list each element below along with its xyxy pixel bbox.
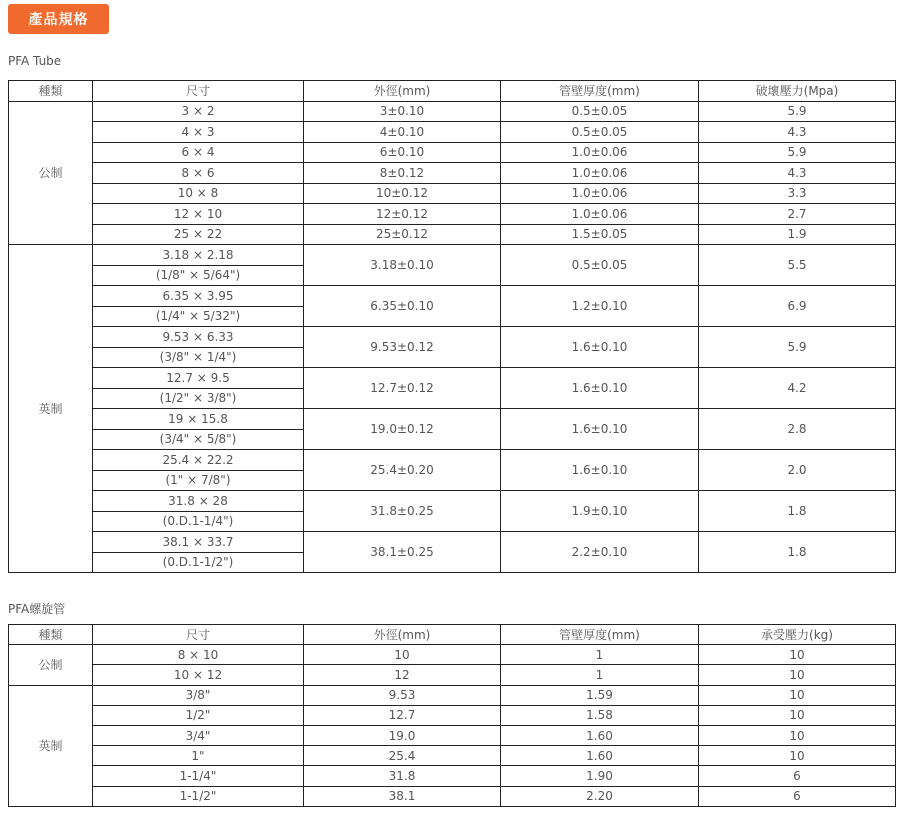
pfa-spiral-spec-table <box>8 624 896 807</box>
size-cell: 12.7 × 9.5 <box>93 368 304 389</box>
pressure-cell: 1.8 <box>699 491 896 532</box>
header-size: 尺寸 <box>93 625 304 645</box>
size-cell: 1" <box>93 746 304 766</box>
table-row <box>9 766 896 786</box>
size-cell: 3/4" <box>93 725 304 745</box>
table-row <box>9 101 896 122</box>
table-row <box>9 286 896 307</box>
size-inch-cell: (0.D.1-1/4") <box>93 511 304 532</box>
wall-cell: 1.6±0.10 <box>501 327 699 368</box>
od-cell: 10 <box>304 645 501 665</box>
wall-cell: 0.5±0.05 <box>501 245 699 286</box>
size-cell: 6 × 4 <box>93 142 304 163</box>
od-cell: 8±0.12 <box>304 163 501 184</box>
pressure-cell: 1.8 <box>699 532 896 573</box>
pressure-cell: 6.9 <box>699 286 896 327</box>
od-cell: 3±0.10 <box>304 101 501 122</box>
table-row <box>9 685 896 705</box>
table-header-row <box>9 81 896 102</box>
wall-cell: 1.2±0.10 <box>501 286 699 327</box>
pressure-cell: 4.3 <box>699 163 896 184</box>
table-row <box>9 183 896 204</box>
size-cell: 3.18 × 2.18 <box>93 245 304 266</box>
od-cell: 4±0.10 <box>304 122 501 143</box>
wall-cell: 2.20 <box>501 786 699 806</box>
pressure-cell: 2.0 <box>699 450 896 491</box>
size-cell: 9.53 × 6.33 <box>93 327 304 348</box>
wall-cell: 1.58 <box>501 705 699 725</box>
od-cell: 38.1 <box>304 786 501 806</box>
od-cell: 10±0.12 <box>304 183 501 204</box>
od-cell: 25.4±0.20 <box>304 450 501 491</box>
size-cell: 1/2" <box>93 705 304 725</box>
table-row <box>9 368 896 389</box>
wall-cell: 1.0±0.06 <box>501 163 699 184</box>
pressure-cell: 2.8 <box>699 409 896 450</box>
od-cell: 31.8±0.25 <box>304 491 501 532</box>
type-imperial-cell: 英制 <box>9 685 93 806</box>
header-type: 種類 <box>9 625 93 645</box>
size-cell: 4 × 3 <box>93 122 304 143</box>
wall-cell: 1 <box>501 645 699 665</box>
pressure-cell: 6 <box>699 766 896 786</box>
od-cell: 12.7 <box>304 705 501 725</box>
od-cell: 6.35±0.10 <box>304 286 501 327</box>
header-wall-thickness: 管壁厚度(mm) <box>501 625 699 645</box>
size-inch-cell: (1" × 7/8") <box>93 470 304 491</box>
od-cell: 19.0 <box>304 725 501 745</box>
wall-cell: 1.0±0.06 <box>501 142 699 163</box>
header-type: 種類 <box>9 81 93 102</box>
pressure-cell: 5.5 <box>699 245 896 286</box>
pfa-tube-spec-table <box>8 80 896 573</box>
size-cell: 10 × 8 <box>93 183 304 204</box>
od-cell: 38.1±0.25 <box>304 532 501 573</box>
pressure-cell: 5.9 <box>699 327 896 368</box>
size-cell: 3 × 2 <box>93 101 304 122</box>
header-outer-diameter: 外徑(mm) <box>304 81 501 102</box>
table-header-row <box>9 625 896 645</box>
pressure-cell: 10 <box>699 746 896 766</box>
wall-cell: 1.60 <box>501 746 699 766</box>
table-row <box>9 409 896 430</box>
size-cell: 8 × 10 <box>93 645 304 665</box>
size-cell: 1-1/2" <box>93 786 304 806</box>
wall-cell: 1.6±0.10 <box>501 409 699 450</box>
header-outer-diameter: 外徑(mm) <box>304 625 501 645</box>
header-size: 尺寸 <box>93 81 304 102</box>
od-cell: 9.53 <box>304 685 501 705</box>
od-cell: 12 <box>304 665 501 685</box>
table-row <box>9 204 896 225</box>
wall-cell: 1.9±0.10 <box>501 491 699 532</box>
table-row <box>9 645 896 665</box>
table-row <box>9 705 896 725</box>
product-spec-badge[interactable]: 產品規格 <box>8 4 109 34</box>
wall-cell: 1.0±0.06 <box>501 204 699 225</box>
type-metric-cell: 公制 <box>9 101 93 245</box>
header-burst-pressure: 破壞壓力(Mpa) <box>699 81 896 102</box>
pressure-cell: 1.9 <box>699 224 896 245</box>
wall-cell: 1.0±0.06 <box>501 183 699 204</box>
size-cell: 12 × 10 <box>93 204 304 225</box>
pressure-cell: 10 <box>699 645 896 665</box>
wall-cell: 1.59 <box>501 685 699 705</box>
table-row <box>9 725 896 745</box>
table-row <box>9 142 896 163</box>
table-row <box>9 122 896 143</box>
size-cell: 19 × 15.8 <box>93 409 304 430</box>
size-inch-cell: (0.D.1-1/2") <box>93 552 304 573</box>
size-cell: 3/8" <box>93 685 304 705</box>
size-cell: 31.8 × 28 <box>93 491 304 512</box>
wall-cell: 1 <box>501 665 699 685</box>
table-row <box>9 327 896 348</box>
pfa-spiral-section-title: PFA螺旋管 <box>8 602 66 616</box>
size-inch-cell: (3/4" × 5/8") <box>93 429 304 450</box>
wall-cell: 1.6±0.10 <box>501 450 699 491</box>
table-row <box>9 224 896 245</box>
od-cell: 3.18±0.10 <box>304 245 501 286</box>
table-row <box>9 786 896 806</box>
size-inch-cell: (1/2" × 3/8") <box>93 388 304 409</box>
size-cell: 10 × 12 <box>93 665 304 685</box>
size-cell: 25.4 × 22.2 <box>93 450 304 471</box>
pressure-cell: 4.3 <box>699 122 896 143</box>
od-cell: 12±0.12 <box>304 204 501 225</box>
wall-cell: 0.5±0.05 <box>501 122 699 143</box>
pressure-cell: 4.2 <box>699 368 896 409</box>
wall-cell: 1.60 <box>501 725 699 745</box>
table-row <box>9 532 896 553</box>
od-cell: 19.0±0.12 <box>304 409 501 450</box>
size-cell: 38.1 × 33.7 <box>93 532 304 553</box>
pressure-cell: 10 <box>699 685 896 705</box>
table-row <box>9 665 896 685</box>
pfa-tube-section-title: PFA Tube <box>8 54 62 68</box>
pressure-cell: 2.7 <box>699 204 896 225</box>
type-imperial-cell: 英制 <box>9 245 93 573</box>
size-cell: 8 × 6 <box>93 163 304 184</box>
pressure-cell: 10 <box>699 705 896 725</box>
size-inch-cell: (3/8" × 1/4") <box>93 347 304 368</box>
size-inch-cell: (1/8" × 5/64") <box>93 265 304 286</box>
type-metric-cell: 公制 <box>9 645 93 685</box>
table-row <box>9 746 896 766</box>
od-cell: 6±0.10 <box>304 142 501 163</box>
size-cell: 25 × 22 <box>93 224 304 245</box>
wall-cell: 1.5±0.05 <box>501 224 699 245</box>
pressure-cell: 6 <box>699 786 896 806</box>
wall-cell: 1.6±0.10 <box>501 368 699 409</box>
header-bearing-pressure: 承受壓力(kg) <box>699 625 896 645</box>
table-row <box>9 450 896 471</box>
od-cell: 31.8 <box>304 766 501 786</box>
size-cell: 1-1/4" <box>93 766 304 786</box>
wall-cell: 2.2±0.10 <box>501 532 699 573</box>
pressure-cell: 5.9 <box>699 142 896 163</box>
size-inch-cell: (1/4" × 5/32") <box>93 306 304 327</box>
od-cell: 25±0.12 <box>304 224 501 245</box>
od-cell: 12.7±0.12 <box>304 368 501 409</box>
pressure-cell: 5.9 <box>699 101 896 122</box>
table-row <box>9 491 896 512</box>
pressure-cell: 3.3 <box>699 183 896 204</box>
pressure-cell: 10 <box>699 665 896 685</box>
header-wall-thickness: 管壁厚度(mm) <box>501 81 699 102</box>
size-cell: 6.35 × 3.95 <box>93 286 304 307</box>
wall-cell: 0.5±0.05 <box>501 101 699 122</box>
od-cell: 25.4 <box>304 746 501 766</box>
table-row <box>9 245 896 266</box>
od-cell: 9.53±0.12 <box>304 327 501 368</box>
wall-cell: 1.90 <box>501 766 699 786</box>
table-row <box>9 163 896 184</box>
pressure-cell: 10 <box>699 725 896 745</box>
